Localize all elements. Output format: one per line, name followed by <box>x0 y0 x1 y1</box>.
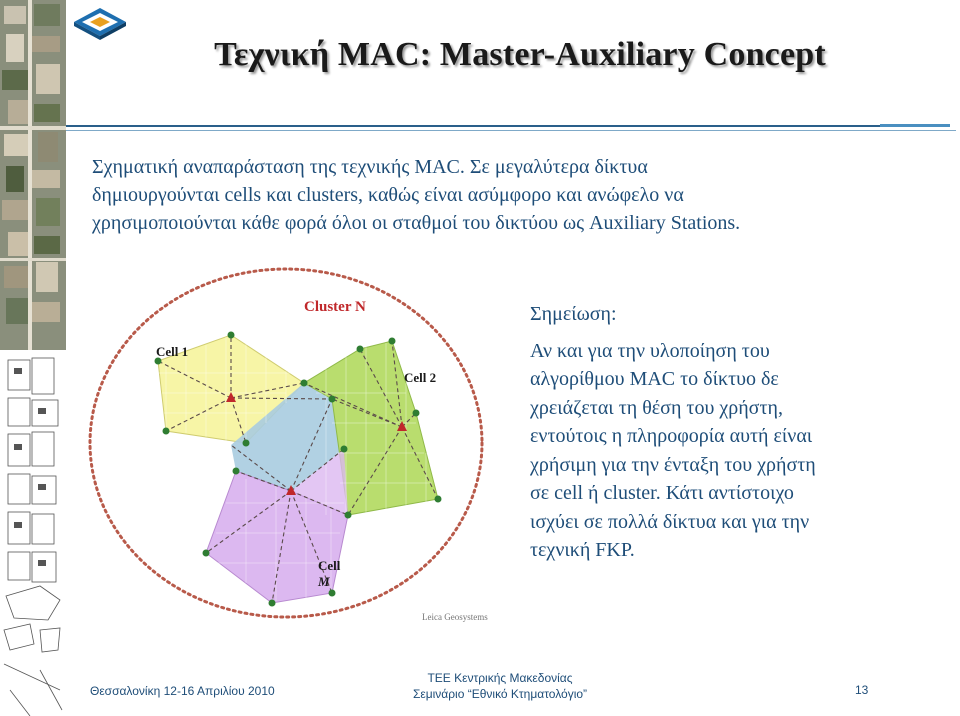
station-node <box>203 550 210 557</box>
slide-title: Τεχνική MAC: Master-Auxiliary Concept <box>214 36 826 73</box>
station-node <box>329 396 336 403</box>
footer-organizer: ΤΕΕ Κεντρικής Μακεδονίας <box>427 671 573 685</box>
note-line: ισχύει σε πολλά δίκτυα και για την <box>530 510 810 533</box>
station-node <box>357 346 364 353</box>
note-title: Σημείωση: <box>530 303 617 325</box>
station-node <box>329 590 336 597</box>
cluster-label: Cluster N <box>304 299 366 315</box>
cell-m-label: Cell <box>318 558 341 573</box>
footer-event <box>360 670 640 702</box>
page-number: 13 <box>855 683 869 697</box>
note-box <box>530 300 930 565</box>
station-node <box>341 446 348 453</box>
note-line: Αν και για την υλοποίηση του <box>530 339 770 362</box>
station-node <box>233 468 240 475</box>
footer-date-location: Θεσσαλονίκη 12-16 Απριλίου 2010 <box>90 684 275 698</box>
station-node <box>345 512 352 519</box>
station-node <box>301 380 308 387</box>
station-node <box>269 600 276 607</box>
note-line: τεχνική FKP. <box>530 539 635 561</box>
intro-line: χρησιμοποιούνται κάθε φορά όλοι οι σταθμοί του δικτύου ως Auxiliary Stations. <box>92 212 741 234</box>
note-line: εντούτοις η πληροφορία αυτή είναι <box>530 425 813 447</box>
station-node <box>389 338 396 345</box>
cell-1-label: Cell 1 <box>156 344 189 359</box>
title-divider-accent <box>880 124 950 127</box>
note-line: χρειάζεται τη θέση του χρήστη, <box>530 396 783 419</box>
title-divider-thin <box>66 130 956 131</box>
note-line: χρήσιμη για την ένταξη του χρήστη <box>530 453 816 476</box>
footer-seminar: Σεμινάριο “Εθνικό Κτηματολόγιο” <box>412 687 588 701</box>
title-divider <box>66 125 916 127</box>
image-credit: Leica Geosystems <box>422 612 488 622</box>
cell-m-label-2: M <box>318 574 330 589</box>
station-node <box>413 410 420 417</box>
intro-line: Σχηματική αναπαράσταση της τεχνικής MAC. Σε μεγαλύτερα δίκτυα <box>92 156 648 178</box>
cell-2-label: Cell 2 <box>404 370 437 385</box>
note-line: αλγορίθμου MAC το δίκτυο δε <box>530 368 779 390</box>
station-node <box>163 428 170 435</box>
decorative-map-strip <box>0 0 66 716</box>
note-line: σε cell ή cluster. Κάτι αντίστοιχο <box>530 482 794 504</box>
station-node <box>243 440 250 447</box>
intro-paragraph <box>92 153 912 237</box>
mac-cluster-diagram <box>86 253 496 625</box>
station-node <box>435 496 442 503</box>
station-node <box>228 332 235 339</box>
intro-line: δημιουργούνται cells και clusters, καθώς είναι ασύμφορο και ανώφελο να <box>92 184 684 206</box>
